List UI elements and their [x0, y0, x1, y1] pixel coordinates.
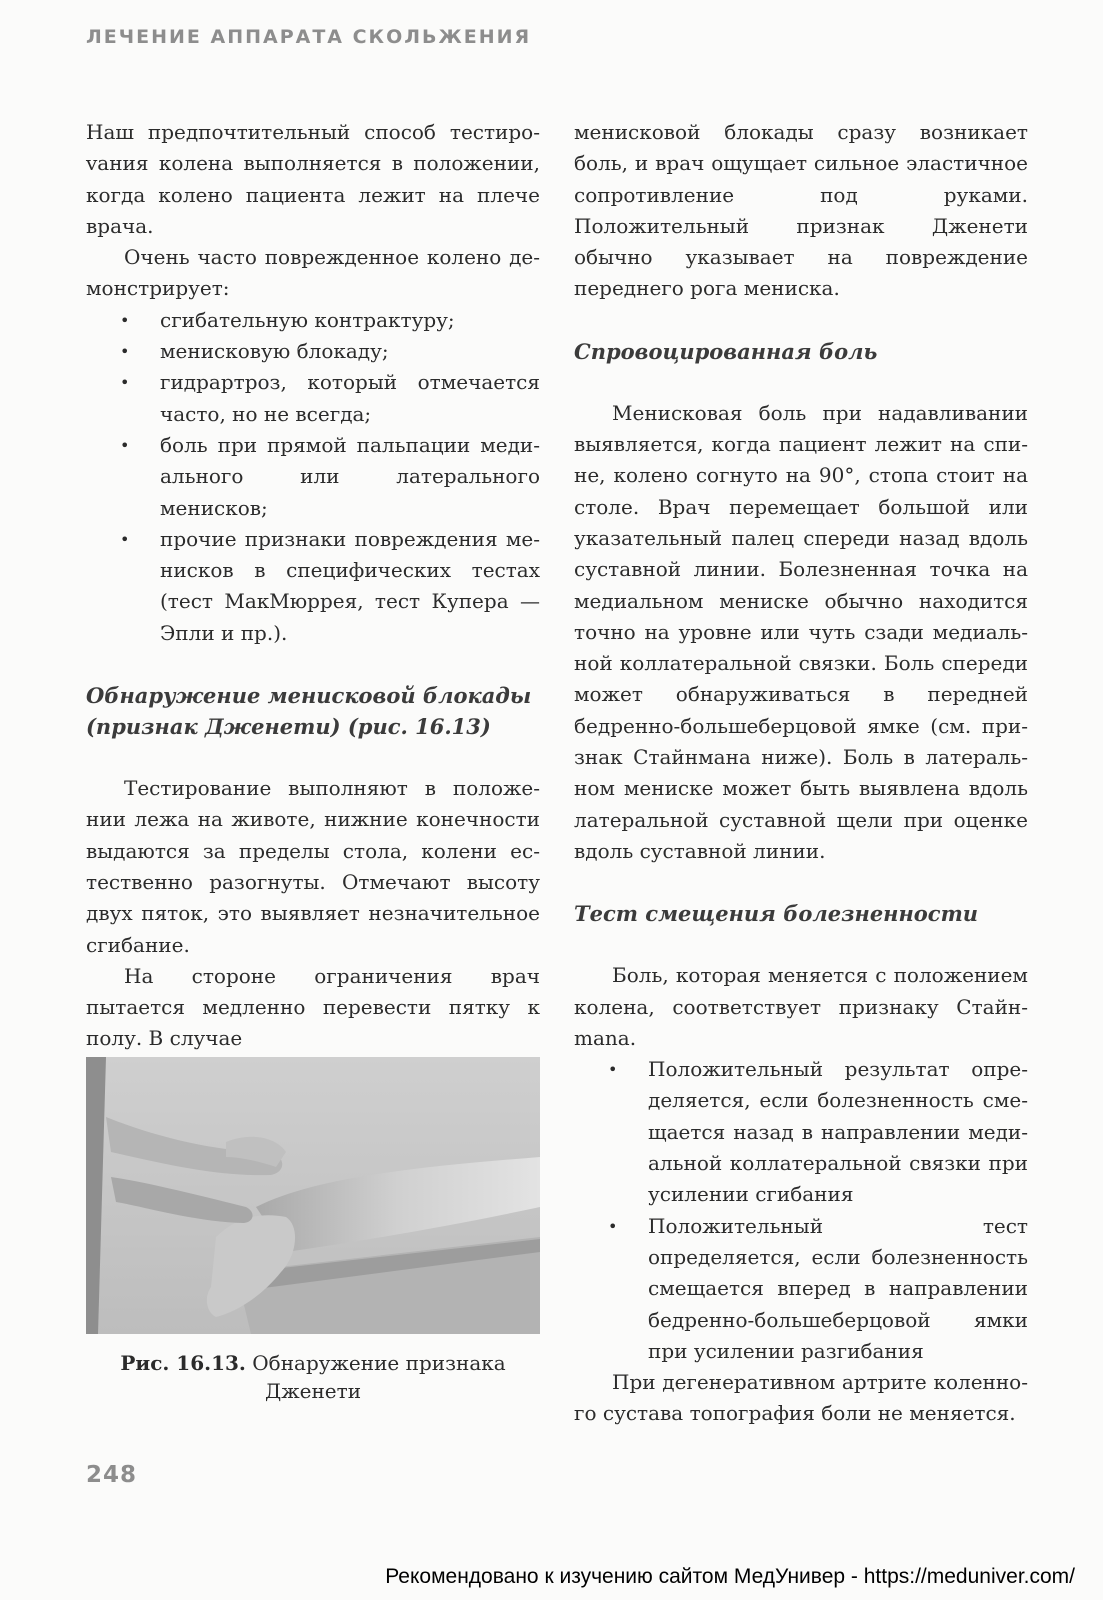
caption-text: Обнаружение признака Дженети [252, 1351, 506, 1403]
paragraph: Тестирование выполняют в положении лежа на животе, нижние конечности выдаются за пределы стола, колени естественно разогнуты. Отмечают высоту двух пяток, это выявляет незначительное сгибание. [86, 776, 540, 957]
section-heading: Обнаружение менисковой блокады (признак Дженети) (рис. 16.13) [86, 683, 532, 740]
footer-note: Рекомендовано к изучению сайтом МедУнивер - https://meduniver.com/ [385, 1565, 1075, 1588]
section-heading: Тест смещения болезненности [574, 901, 979, 927]
bullet-icon: • [120, 310, 130, 330]
right-column [574, 117, 1028, 1430]
bullet-icon: • [608, 1060, 618, 1080]
paragraph: Менисковая боль при надавливании выявляется, когда пациент лежит на спине, колено согнуто на 90°, стопа стоит на столе. Врач перемещает большой или указательный палец спереди назад вдоль суставной линии. Болезненная точка на медиальном мениске обычно находится точно на уровне или чуть сзади медиальной коллатеральной связки. Боль спереди может обнаруживаться в передней бедренно-большеберцовой ямке (см. признак Стайнмана ниже). Боль в латеральном мениске может быть выявлена вдоль латеральной суставной щели при оценке вдоль суставной линии. [574, 400, 1028, 863]
page-number: 248 [86, 1462, 138, 1488]
paragraph: При дегенеративном артрите коленного сустава топография боли не меняется. [574, 1370, 1028, 1426]
bullet-icon: • [120, 342, 130, 362]
paragraph: Наш предпочтительный способ тестироvания колена выполняется в положении, когда колено пациента лежит на плече врача. [86, 120, 540, 238]
photo-illustration [86, 1057, 540, 1334]
paragraph: менисковой блокады сразу возникает боль, и врач ощущает сильное эластичное сопротивление под руками. Положительный признак Дженети обычно указывает на повреждение переднего рога мениска. [574, 120, 1028, 301]
running-head: ЛЕЧЕНИЕ АППАРАТА СКОЛЬЖЕНИЯ [86, 26, 532, 48]
left-column [86, 117, 540, 1055]
bullet-icon: • [608, 1216, 618, 1236]
list-item: • сгибательную контрактуру; [160, 305, 540, 336]
list-item: • боль при прямой пальпации медиального или латерального менисков; [160, 430, 540, 524]
paragraph: Очень часто поврежденное колено демонстрирует: [86, 245, 540, 301]
list-item: • Положительный результат определяется, если болезненность смещается назад в направлении медиальной коллатеральной связки при усилении сгибания [648, 1054, 1028, 1210]
figure-photo [86, 1057, 540, 1334]
caption-label: Рис. 16.13. [120, 1351, 246, 1375]
bullet-list [86, 305, 540, 649]
figure-caption [86, 1349, 540, 1405]
list-item: • прочие признаки повреждения менисков в специфических тестах (тест МакМюррея, тест Купера — Эпли и пр.). [160, 524, 540, 649]
paragraph: На стороне ограничения врач пытается медленно перевести пятку к полу. В случае [86, 963, 540, 1051]
list-item: • Положительный тест определяется, если болезненность смещается вперед в направлении бедренно-большеберцовой ямки при усилении разгибания [648, 1211, 1028, 1367]
bullet-icon: • [120, 373, 130, 393]
section-heading: Спровоцированная боль [574, 338, 878, 364]
list-item: • гидрартроз, который отмечается часто, но не всегда; [160, 367, 540, 430]
bullet-list [574, 1054, 1028, 1367]
list-item: • менисковую блокаду; [160, 336, 540, 367]
bullet-icon: • [120, 435, 130, 455]
paragraph: Боль, которая меняется с положением колена, соответствует признаку Стайнmana. [574, 963, 1028, 1050]
bullet-icon: • [120, 529, 130, 549]
